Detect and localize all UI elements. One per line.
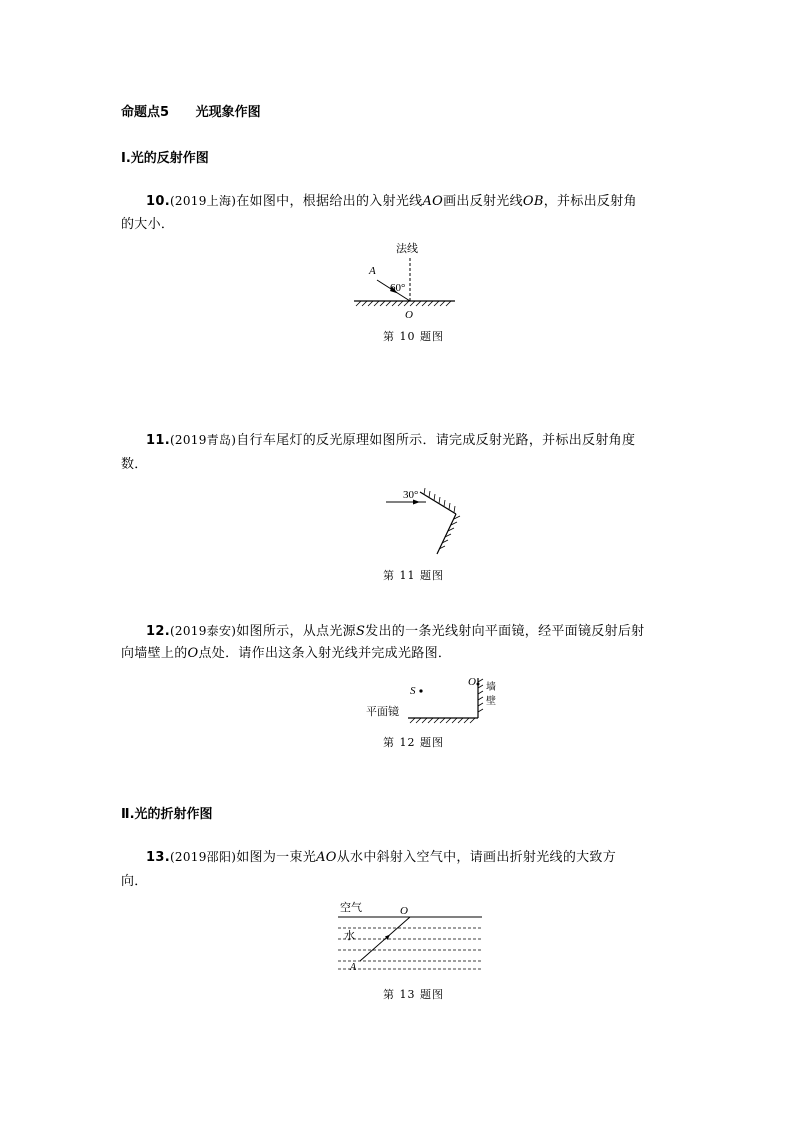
label-OB: OB: [522, 194, 544, 209]
question-number: 11.: [146, 433, 170, 448]
label-S: S: [355, 624, 366, 639]
air-label: 空气: [340, 902, 362, 914]
question-text: 在如图中，根据给出的入射光线: [236, 194, 423, 209]
source-S-label: S: [410, 685, 416, 697]
question-12-line2: [121, 643, 451, 665]
question-text: 自行车尾灯的反光原理如图所示．请完成反射光路，并标出反射角度: [236, 433, 636, 448]
section-subtitle: 光现象作图: [195, 105, 261, 120]
mirror-hatching: [410, 718, 475, 723]
figure-11-corner-reflector: [380, 480, 470, 560]
wall-label-2: 壁: [486, 696, 496, 707]
question-source: (2019泰安): [169, 624, 237, 638]
source-point: [419, 689, 422, 692]
question-number: 13.: [146, 850, 170, 865]
point-O-label: O: [400, 905, 408, 917]
mirror-2: [437, 514, 456, 554]
question-10-line2: 的大小．: [121, 217, 175, 232]
point-A-label: A: [350, 962, 357, 973]
mirror-hatching: [424, 488, 460, 549]
question-text: 从水中斜射入空气中，请画出折射光线的大致方: [336, 850, 617, 865]
figure-13-caption: 第 13 题图: [383, 988, 444, 1001]
question-text: 点处．请作出这条入射光线并完成光路图．: [198, 646, 452, 661]
section-title: [121, 101, 261, 120]
question-11: [146, 429, 686, 452]
question-source: (2019邵阳): [169, 850, 237, 864]
mirror-label: 平面镜: [366, 706, 399, 718]
figure-12-caption: 第 12 题图: [383, 736, 444, 749]
water-lines: [338, 928, 482, 969]
angle-label: 30°: [403, 489, 419, 501]
figure-10-caption: 第 10 题图: [383, 330, 444, 343]
point-O-label: O: [468, 676, 476, 688]
question-text: 如图为一束光: [236, 850, 317, 865]
question-number: 10.: [146, 194, 170, 209]
question-source: (2019上海): [169, 194, 237, 208]
figure-11-caption: 第 11 题图: [383, 569, 444, 582]
angle-label: 60°: [390, 282, 406, 294]
incident-ray: [360, 917, 410, 961]
question-10: [146, 190, 686, 213]
mirror-1: [420, 492, 456, 514]
normal-label: 法线: [396, 243, 418, 255]
question-source: (2019青岛): [169, 433, 237, 447]
part-reflection-heading: Ⅰ.光的反射作图: [121, 151, 209, 166]
question-13: [146, 846, 686, 869]
question-text: 如图所示，从点光源: [236, 624, 356, 639]
figure-13-refraction: [330, 898, 490, 978]
question-13-line2: 向．: [121, 874, 148, 889]
figure-10-reflection: [340, 240, 470, 325]
question-number: 12.: [146, 624, 170, 639]
question-text: 画出反射光线: [443, 194, 523, 209]
label-AO: AO: [422, 194, 444, 209]
part-refraction-heading: Ⅱ.光的折射作图: [121, 807, 213, 822]
point-A-label: A: [369, 265, 376, 277]
label-AO: AO: [316, 850, 337, 865]
mirror-hatching: [356, 301, 451, 306]
question-12: [146, 620, 686, 643]
wall-label-1: 墙: [486, 682, 496, 693]
question-text: ，并标出反射角: [543, 194, 637, 209]
water-label: 水: [344, 930, 355, 942]
question-text: 向墙壁上的: [121, 646, 188, 661]
point-O-label: O: [405, 309, 413, 321]
question-text: 发出的一条光线射向平面镜，经平面镜反射后射: [365, 624, 645, 639]
figure-12-mirror-wall: [360, 670, 510, 728]
question-11-line2: 数．: [121, 457, 148, 472]
section-number: 命题点5: [121, 105, 170, 120]
label-O: O: [187, 646, 199, 661]
point-O: [477, 683, 480, 686]
